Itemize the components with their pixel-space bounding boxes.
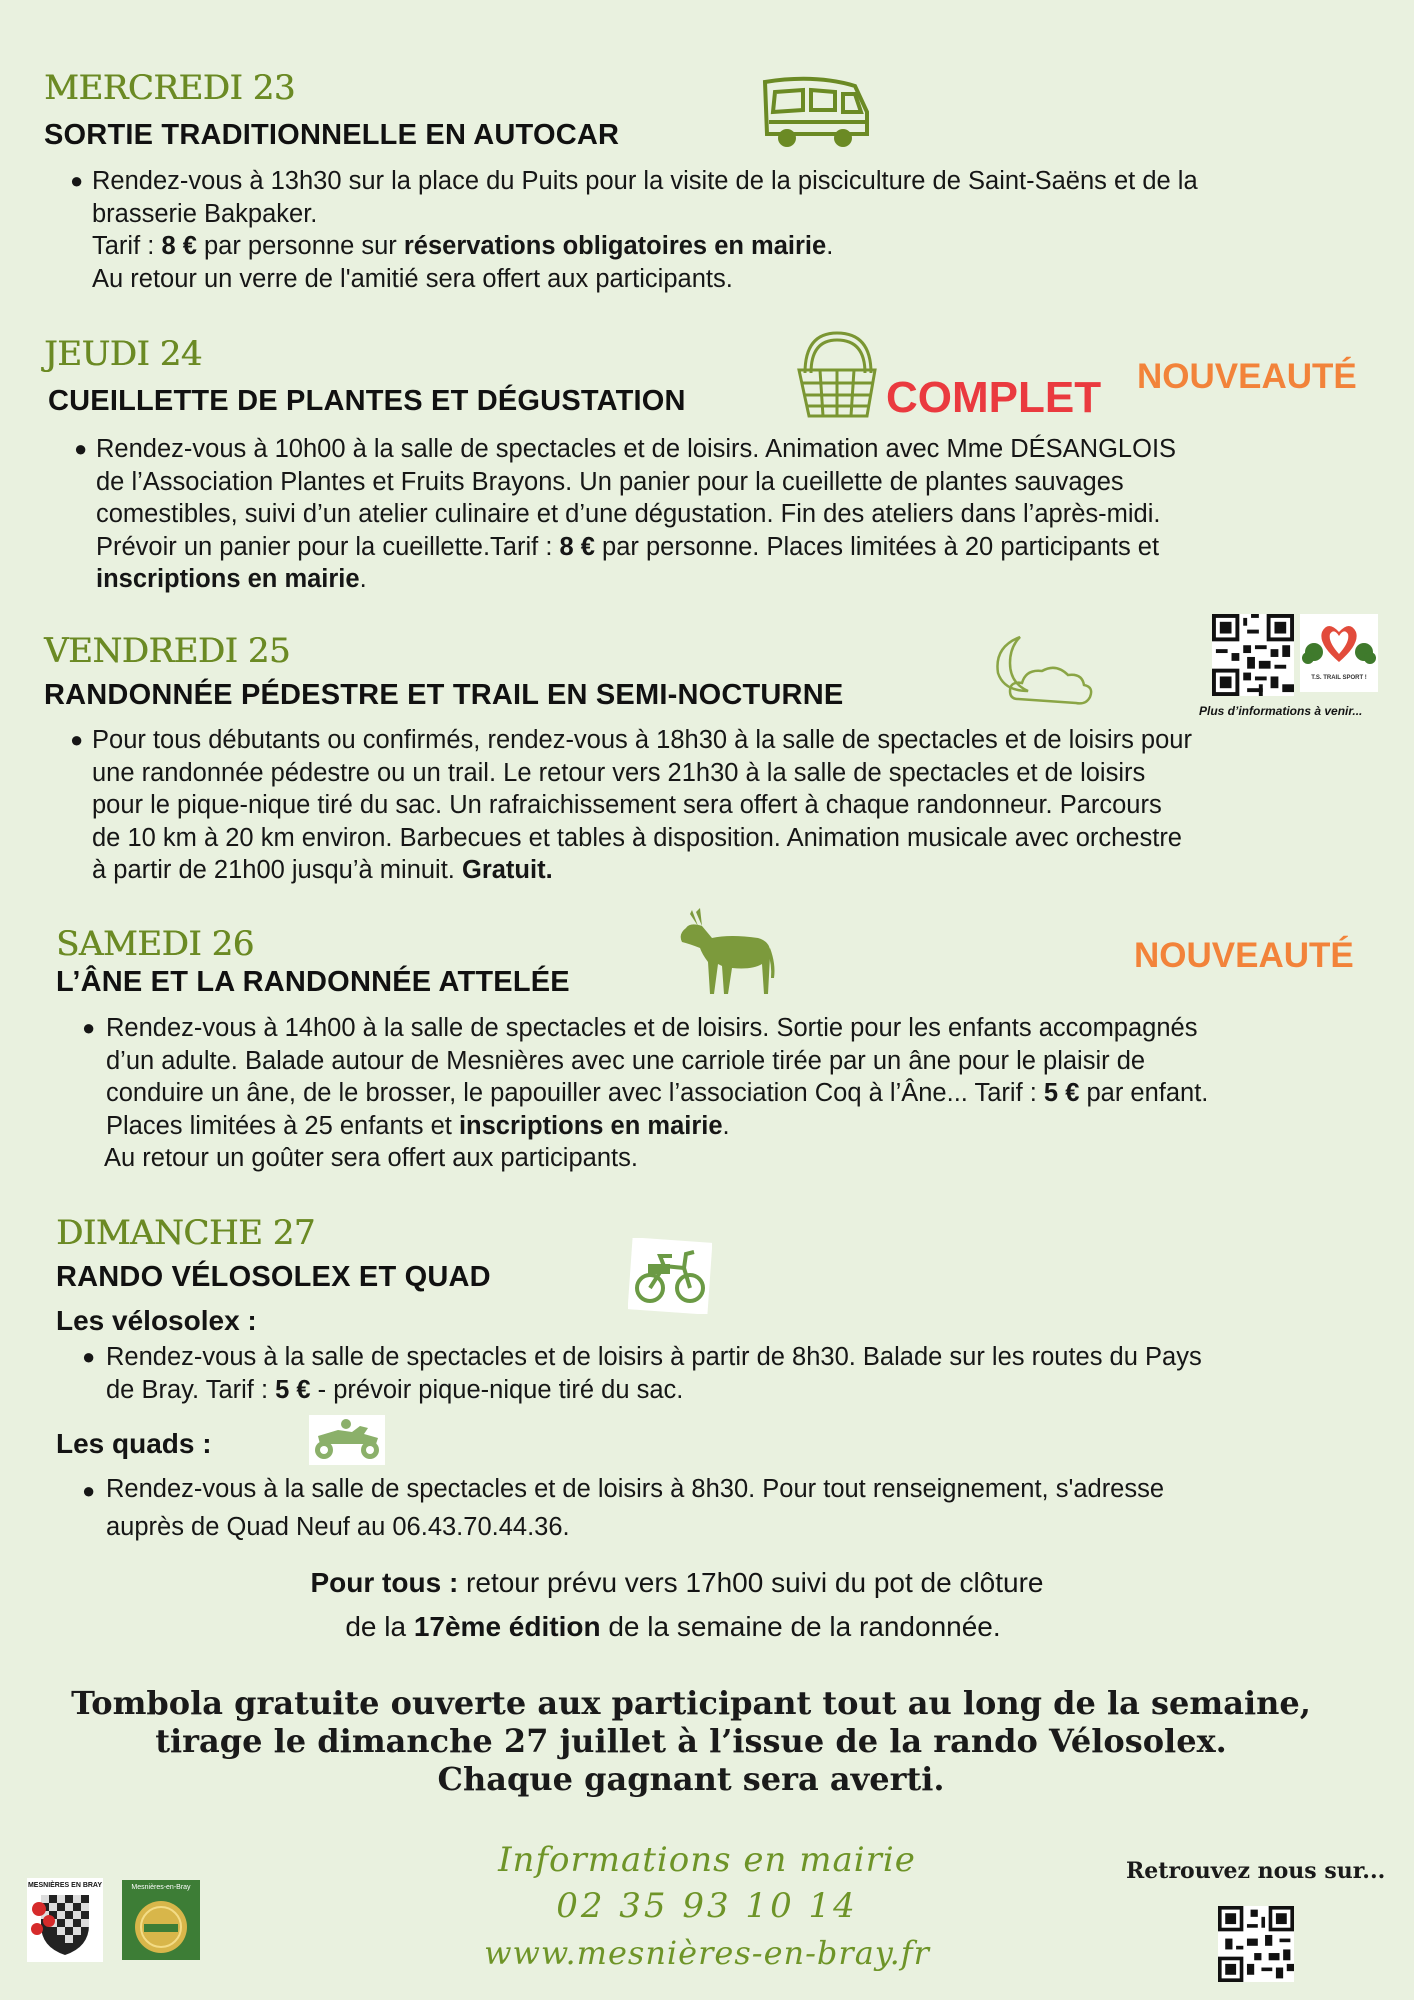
moon-cloud-icon (980, 633, 1100, 713)
event-title-wednesday: SORTIE TRADITIONNELLE EN AUTOCAR (44, 119, 620, 151)
tombola-block (0, 1684, 1414, 1798)
day-heading-sunday: DIMANCHE 27 (56, 1213, 315, 1253)
wed-reservation: réservations obligatoires en mairie (403, 232, 827, 260)
day-heading-saturday: SAMEDI 26 (56, 924, 254, 964)
trail-logo-text: T.S. TRAIL SPORT ! (1311, 675, 1367, 681)
qr-code-friday[interactable] (1212, 614, 1294, 696)
bullet-icon: ● (82, 1344, 96, 1369)
complet-badge: COMPLET (886, 373, 1102, 422)
wed-line-1: Rendez-vous à 13h30 sur la place du Puits pour la visite de la pisciculture de Saint-Saëns et de la (92, 167, 1198, 195)
thu-line-1: Rendez-vous à 10h00 à la salle de spectacles et de loisirs. Animation avec Mme DÉSANGLOIS (96, 435, 1177, 463)
day-heading-wednesday: MERCREDI 23 (44, 68, 295, 108)
nouveaute-badge-thursday: NOUVEAUTÉ (1137, 357, 1357, 396)
wed-line-3: Tarif : 8 € par personne sur réservations obligatoires en mairie. (92, 232, 834, 260)
wed-line-4: Au retour un verre de l'amitié sera offert aux participants. (92, 264, 733, 293)
velosolex-subheading: Les vélosolex : (56, 1305, 257, 1336)
pour-tous-line: Pour tous : retour prévu vers 17h00 suivi du pot de clôture (310, 1567, 1044, 1598)
thu-line-3: comestibles, suivi d’un atelier culinaire et d’une dégustation. Fin des ateliers dans l’après-midi. (96, 500, 1161, 528)
tombola-line-3: Chaque gagnant sera averti. (437, 1760, 945, 1798)
more-info-note: Plus d’informations à venir... (1199, 704, 1363, 718)
sat-line-1: Rendez-vous à 14h00 à la salle de spectacles et de loisirs. Sortie pour les enfants accompagnés (106, 1014, 1198, 1042)
qr-code-footer[interactable] (1218, 1906, 1294, 1982)
fri-line-2: une randonnée pédestre ou un trail. Le retour vers 21h30 à la salle de spectacles et de loisirs (92, 758, 1146, 787)
wed-price: 8 € (161, 232, 197, 260)
thu-line-5: inscriptions en mairie. (96, 565, 367, 593)
sun-solex-line-1: Rendez-vous à la salle de spectacles et de loisirs à partir de 8h30. Balade sur les routes du Pays (106, 1343, 1202, 1371)
thu-line-2: de l’Association Plantes et Fruits Brayons. Un panier pour la cueillette de plantes sauvages (96, 467, 1124, 496)
sat-line-5: Au retour un goûter sera offert aux participants. (104, 1144, 638, 1172)
sun-quad-line-1: Rendez-vous à la salle de spectacles et de loisirs à 8h30. Pour tout renseignement, s'adresse (106, 1475, 1165, 1503)
footer-info-mairie: Informations en mairie (498, 1840, 916, 1880)
day-heading-friday: VENDREDI 25 (44, 631, 291, 671)
fri-line-1: Pour tous débutants ou confirmés, rendez-vous à 18h30 à la salle de spectacles et de loisirs pour (92, 726, 1192, 754)
event-title-friday: RANDONNÉE PÉDESTRE ET TRAIL EN SEMI-NOCTURNE (44, 679, 844, 711)
footer-phone[interactable]: 02 35 93 10 14 (556, 1886, 858, 1926)
sun-quad-line-2: auprès de Quad Neuf au 06.43.70.44.36. (106, 1513, 570, 1541)
village-label-logo-text: Mesnières-en-Bray (131, 1884, 191, 1891)
bullet-icon: ● (82, 1478, 96, 1503)
event-title-saturday: L’ÂNE ET LA RANDONNÉE ATTELÉE (56, 966, 570, 998)
thu-line-4: Prévoir un panier pour la cueillette.Tarif : 8 € par personne. Places limitées à 20 participants et (96, 532, 1160, 561)
day-heading-thursday: JEUDI 24 (44, 334, 202, 374)
donkey-icon (672, 904, 784, 1004)
bullet-icon: ● (74, 436, 88, 461)
sat-price: 5 € (1043, 1079, 1080, 1107)
edition-line: de la 17ème édition de la semaine de la randonnée. (345, 1611, 1001, 1642)
find-us-label: Retrouvez nous sur... (1126, 1858, 1386, 1884)
sun-price: 5 € (275, 1375, 311, 1404)
thu-price: 8 € (559, 532, 595, 561)
fri-line-4: de 10 km à 20 km environ. Barbecues et tables à disposition. Animation musicale avec orchestre (92, 823, 1182, 852)
bullet-icon: ● (70, 168, 84, 193)
bullet-icon: ● (82, 1015, 96, 1040)
fri-line-3: pour le pique-nique tiré du sac. Un rafraichissement sera offert à chaque randonneur. Parcours (92, 791, 1162, 819)
footer-website-link[interactable]: www.mesnières-en-bray.fr (484, 1934, 930, 1972)
sat-line-3: conduire un âne, de le brosser, le papouiller avec l’association Coq à l’Âne... Tarif : 5 € par enfant. (106, 1079, 1209, 1107)
event-title-sunday: RANDO VÉLOSOLEX ET QUAD (56, 1261, 491, 1293)
wed-line-2: brasserie Bakpaker. (92, 199, 318, 228)
nouveaute-badge-saturday: NOUVEAUTÉ (1134, 936, 1354, 975)
event-title-thursday: CUEILLETTE DE PLANTES ET DÉGUSTATION (48, 385, 686, 417)
mesnieres-logo-text: MESNIÈRES EN BRAY (27, 1882, 103, 1889)
quad-icon (308, 1414, 386, 1466)
tombola-line-1: Tombola gratuite ouverte aux participant tout au long de la semaine, (71, 1684, 1311, 1722)
sun-solex-line-2: de Bray. Tarif : 5 € - prévoir pique-nique tiré du sac. (106, 1375, 684, 1404)
sat-line-4: Places limitées à 25 enfants et inscriptions en mairie. (106, 1111, 730, 1140)
tombola-line-2: tirage le dimanche 27 juillet à l’issue de la rando Vélosolex. (155, 1722, 1227, 1760)
velosolex-icon (628, 1238, 712, 1314)
fri-line-5: à partir de 21h00 jusqu’à minuit. Gratuit. (92, 856, 553, 884)
sat-line-2: d’un adulte. Balade autour de Mesnières avec une carriole tirée par un âne pour le plaisir de (106, 1046, 1146, 1075)
quad-subheading: Les quads : (56, 1428, 212, 1459)
trail-logo (1300, 614, 1378, 692)
bus-icon (755, 72, 875, 152)
bullet-icon: ● (70, 727, 84, 752)
basket-icon (795, 328, 880, 423)
